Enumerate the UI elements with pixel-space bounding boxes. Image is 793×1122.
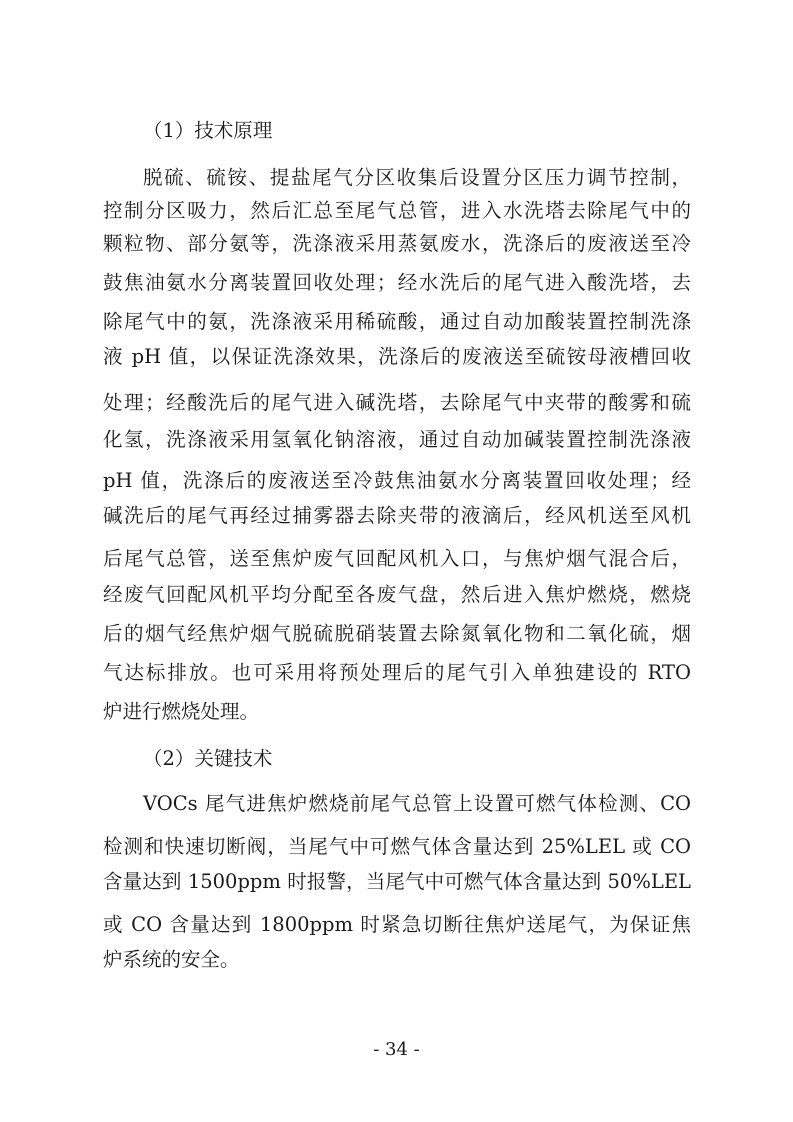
paragraph-line: 炉系统的安全。 [103, 948, 240, 971]
paragraph-line: 化氢，洗涤液采用氢氧化钠溶液，通过自动加碱装置控制洗涤液 [103, 428, 691, 451]
paragraph-line: 或 CO 含量达到 1800ppm 时紧急切断往焦炉送尾气，为保证焦 [103, 913, 691, 936]
paragraph-line: 液 pH 值，以保证洗涤效果，洗涤后的废液送至硫铵母液槽回收 [103, 345, 691, 368]
paragraph-line: 控制分区吸力，然后汇总至尾气总管，进入水洗塔去除尾气中的 [103, 199, 691, 222]
paragraph-line: 检测和快速切断阀，当尾气中可燃气体含量达到 25%LEL 或 CO [103, 835, 691, 858]
paragraph-line: 经废气回配风机平均分配至各废气盘，然后进入焦炉燃烧，燃烧 [103, 583, 691, 606]
paragraph-line: 气达标排放。也可采用将预处理后的尾气引入单独建设的 RTO [103, 661, 691, 684]
paragraph-line: 碱洗后的尾气再经过捕雾器去除夹带的液滴后，经风机送至风机 [103, 504, 691, 527]
paragraph-line: 脱硫、硫铵、提盐尾气分区收集后设置分区压力调节控制， [143, 166, 691, 189]
section-heading-technical-principle: （1）技术原理 [143, 119, 273, 142]
paragraph-line: VOCs 尾气进焦炉燃烧前尾气总管上设置可燃气体检测、CO [143, 792, 691, 815]
paragraph-line: pH 值，洗涤后的废液送至冷鼓焦油氨水分离装置回收处理；经 [103, 469, 691, 492]
paragraph-line: 后的烟气经焦炉烟气脱硫脱硝装置去除氮氧化物和二氧化硫，烟 [103, 622, 691, 645]
section-heading-key-technology: （2）关键技术 [143, 747, 273, 770]
paragraph-line: 处理；经酸洗后的尾气进入碱洗塔，去除尾气中夹带的酸雾和硫 [103, 391, 691, 414]
page-number: - 34 - [373, 1039, 420, 1060]
paragraph-line: 颗粒物、部分氨等，洗涤液采用蒸氨废水，洗涤后的废液送至冷 [103, 232, 691, 255]
paragraph-line: 鼓焦油氨水分离装置回收处理；经水洗后的尾气进入酸洗塔，去 [103, 271, 691, 294]
paragraph-line: 含量达到 1500ppm 时报警，当尾气中可燃气体含量达到 50%LEL [103, 870, 691, 893]
paragraph-line: 后尾气总管，送至焦炉废气回配风机入口，与焦炉烟气混合后， [103, 547, 691, 570]
paragraph-line: 除尾气中的氨，洗涤液采用稀硫酸，通过自动加酸装置控制洗涤 [103, 310, 691, 333]
paragraph-line: 炉进行燃烧处理。 [103, 700, 260, 723]
